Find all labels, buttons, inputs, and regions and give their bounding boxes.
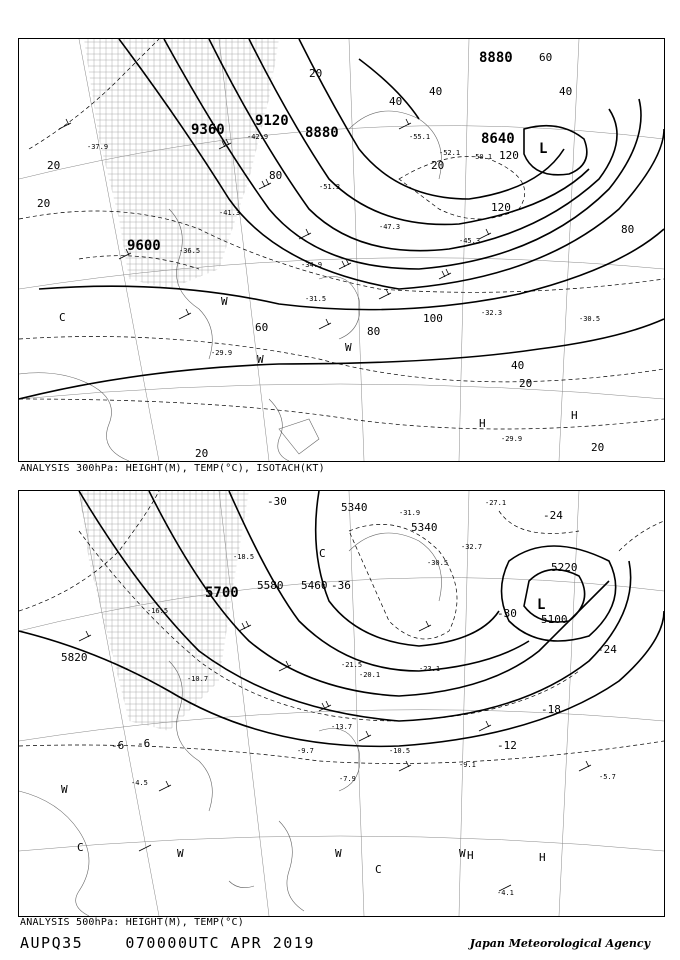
agency-name: Japan Meteorological Agency xyxy=(469,937,650,950)
isotach-label: 40 xyxy=(429,85,443,98)
isotach-label: 20 xyxy=(309,67,323,80)
temperature-label: -9.1 xyxy=(459,761,476,769)
isotach-label: 120 xyxy=(491,201,511,214)
temperature-label: -37.9 xyxy=(87,143,109,151)
isotach-label: 60 xyxy=(539,51,553,64)
temperature-label: -29.9 xyxy=(501,435,523,443)
temperature-label: -52.1 xyxy=(439,149,461,157)
map-300hpa-svg xyxy=(19,39,664,461)
temperature-label: -20.1 xyxy=(359,671,381,679)
isotach-label: 80 xyxy=(621,223,635,236)
cold-center-marker: C xyxy=(77,841,84,854)
height-label: 9600 xyxy=(127,238,161,254)
temperature-label: -34.9 xyxy=(301,261,323,269)
isotach-label: 80 xyxy=(367,325,381,338)
product-code-and-valid-time xyxy=(20,934,315,952)
isotherm-label: -24 xyxy=(543,509,563,522)
height-label: 9360 xyxy=(191,122,225,138)
temperature-label: -18.5 xyxy=(233,553,255,561)
warm-center-marker: W xyxy=(459,847,466,860)
isotach-label: 40 xyxy=(511,359,525,372)
temperature-label: -30.5 xyxy=(579,315,601,323)
temperature-label: -29.9 xyxy=(211,349,233,357)
caption-500hpa: ANALYSIS 500hPa: HEIGHT(M), TEMP(°C) xyxy=(20,917,244,928)
isotach-label: 100 xyxy=(423,312,443,325)
high-pressure-center: H xyxy=(539,851,546,864)
height-label: 9120 xyxy=(255,113,289,129)
temperature-label: -47.3 xyxy=(379,223,401,231)
temperature-label: -50.1 xyxy=(471,153,493,161)
isotach-label: 20 xyxy=(37,197,51,210)
height-label: 5220 xyxy=(551,561,578,574)
isotherm-label: -6 xyxy=(137,737,151,750)
temperature-label: -32.3 xyxy=(481,309,503,317)
warm-center-marker: W xyxy=(257,353,264,366)
cold-center-marker: C xyxy=(59,311,66,324)
high-pressure-center: H xyxy=(571,409,578,422)
temperature-label: -31.9 xyxy=(399,509,421,517)
isotherm-label: -24 xyxy=(597,643,617,656)
isotherm-label: -12 xyxy=(497,739,517,752)
height-label: 8880 xyxy=(305,125,339,141)
temperature-label: -4.5 xyxy=(131,779,148,787)
temperature-label: -31.5 xyxy=(305,295,327,303)
temperature-label: -23.1 xyxy=(419,665,441,673)
low-pressure-center: L xyxy=(539,141,548,157)
temperature-label: -45.3 xyxy=(459,237,481,245)
warm-center-marker: W xyxy=(177,847,184,860)
temperature-label: -42.9 xyxy=(247,133,269,141)
temperature-label: -13.7 xyxy=(331,723,353,731)
valid-time: 070000UTC APR 2019 xyxy=(125,934,315,952)
isotach-label: 20 xyxy=(591,441,605,454)
warm-center-marker: W xyxy=(61,783,68,796)
temperature-label: -55.1 xyxy=(409,133,431,141)
height-label: 5100 xyxy=(541,613,568,626)
temperature-label: -10.5 xyxy=(389,747,411,755)
isotach-label: 20 xyxy=(195,447,209,460)
isotach-label: 20 xyxy=(519,377,533,390)
temperature-label: -36.5 xyxy=(179,247,201,255)
high-pressure-center: H xyxy=(467,849,474,862)
warm-center-marker: W xyxy=(345,341,352,354)
temperature-label: -16.5 xyxy=(147,607,169,615)
isotach-label: 60 xyxy=(255,321,269,334)
height-label: 5340 xyxy=(341,501,368,514)
isotherm-label: -6 xyxy=(111,739,125,752)
height-label: 5700 xyxy=(205,585,239,601)
height-label: 5820 xyxy=(61,651,88,664)
isotherm-label: -30 xyxy=(267,495,287,508)
temperature-label: -4.1 xyxy=(497,889,514,897)
high-pressure-center: H xyxy=(479,417,486,430)
cold-center-marker: C xyxy=(319,547,326,560)
temperature-label: -5.7 xyxy=(599,773,616,781)
isotherm-label: -36 xyxy=(331,579,351,592)
height-label: 5580 xyxy=(257,579,284,592)
temperature-label: -41.3 xyxy=(219,209,241,217)
low-pressure-center: L xyxy=(537,597,546,613)
caption-300hpa: ANALYSIS 300hPa: HEIGHT(M), TEMP(°C), ISOTACH(KT) xyxy=(20,463,325,474)
temperature-label: -30.5 xyxy=(427,559,449,567)
height-label: 5340 xyxy=(411,521,438,534)
temperature-label: -10.7 xyxy=(187,675,209,683)
product-code: AUPQ35 xyxy=(20,934,84,952)
warm-center-marker: W xyxy=(221,295,228,308)
height-label: 5460 xyxy=(301,579,328,592)
height-label: 8880 xyxy=(479,50,513,66)
map-panel-500hpa xyxy=(18,490,665,917)
temperature-label: -7.9 xyxy=(339,775,356,783)
isotach-label: 20 xyxy=(431,159,445,172)
temperature-label: -32.7 xyxy=(461,543,483,551)
height-label: 8640 xyxy=(481,131,515,147)
isotach-label: 40 xyxy=(389,95,403,108)
isotherm-label: -30 xyxy=(497,607,517,620)
temperature-label: -21.5 xyxy=(341,661,363,669)
map-panel-300hpa xyxy=(18,38,665,462)
cold-center-marker: C xyxy=(375,863,382,876)
temperature-label: -27.1 xyxy=(485,499,507,507)
temperature-label: -51.3 xyxy=(319,183,341,191)
map-500hpa-svg xyxy=(19,491,664,916)
isotach-label: 20 xyxy=(47,159,61,172)
warm-center-marker: W xyxy=(335,847,342,860)
isotach-label: 40 xyxy=(559,85,573,98)
isotach-label: 80 xyxy=(269,169,283,182)
isotach-label: 120 xyxy=(499,149,519,162)
isotherm-label: -18 xyxy=(541,703,561,716)
temperature-label: -9.7 xyxy=(297,747,314,755)
